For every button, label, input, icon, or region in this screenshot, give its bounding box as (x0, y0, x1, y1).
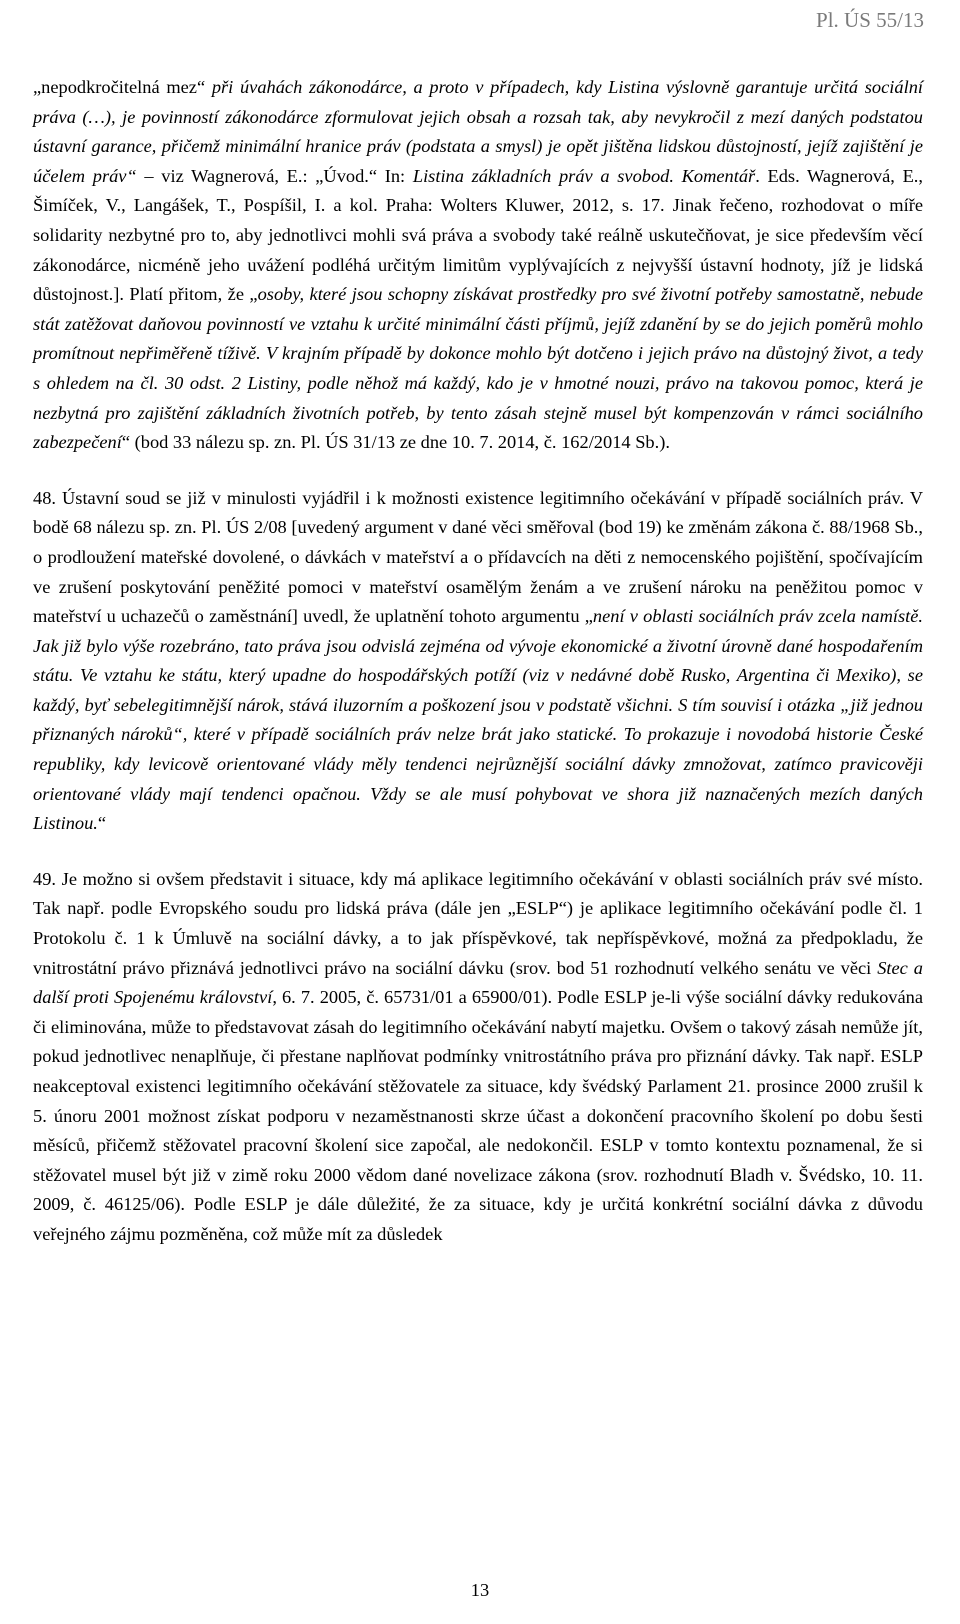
document-body (33, 73, 923, 1250)
paragraph-number: 49. (33, 868, 56, 889)
text-segment-italic: není v oblasti sociálních práv zcela namístě. Jak již bylo výše rozebráno, tato práva jsou odvislá zejména od vývoje ekonomické a životní úrovně dané hospodařením státu. Ve vztahu ke státu, který upadne do hospodářských potíží (viz v nedávné době Rusko, Argentina či Mexiko), se každý, byť sebelegitimnější nárok, stává iluzorním a poškození jsou v podstatě všichni. S tím souvisí i otázka „již jednou přiznaných nároků“, které v případě sociálních práv nelze brát jako statické. To prokazuje i novodobá historie České republiky, kdy levicově orientované vlády měly tendenci nejrůznější sociální dávky zmnožovat, zatímco pravicověji orientované vlády mají tendenci opačnou. Vždy se ale musí pohybovat ve shora již naznačených mezích daných Listinou. (33, 606, 923, 834)
paragraph-continuation (33, 73, 923, 458)
page-number: 13 (470, 1580, 490, 1600)
case-reference: Pl. ÚS 55/13 (816, 8, 924, 32)
text-segment: Ústavní soud se již v minulosti vyjádřil i k možnosti existence legitimního očekávání v případě sociálních práv. V bodě 68 nálezu sp. zn. Pl. ÚS 2/08 [uvedený argument v dané věci směřoval (bod 19) ke změnám zákona č. 88/1968 Sb., o prodloužení mateřské dovolené, o dávkách v mateřství a o přídavcích na děti z nemocenského pojištění, spočívajícím ve zrušení poskytování peněžité pomoci v mateřství osamělým ženám a ve zrušení nároku na peněžitou pomoc v mateřství u uchazečů o zaměstnání] uvedl, že uplatnění tohoto argumentu „ (33, 487, 923, 627)
paragraph-48 (33, 484, 923, 839)
text-segment: – viz Wagnerová, E.: „Úvod.“ In: (136, 165, 413, 186)
paragraph-number: 48. (33, 487, 56, 508)
text-segment-italic: Listina základních práv a svobod. Komentář (412, 165, 756, 186)
paragraph-49 (33, 865, 923, 1250)
text-segment-italic: při úvahách zákonodárce, a proto v případech, kdy Listina výslovně garantuje určitá sociální práva (…), je povinností zákonodárce zformulovat jejich obsah a rozsah tak, aby nevykročil z mezí daných podstatou ústavní garance, přičemž minimální hranice práv (podstata a smysl) je opět jištěna lidskou důstojností, jejíž zajištění je účelem práv“ (33, 77, 923, 186)
text-segment: , 6. 7. 2005, č. 65731/01 a 65900/01). Podle ESLP je-li výše sociální dávky redukována či eliminována, může to představovat zásah do legitimního očekávání nabytí majetku. Ovšem o takový zásah nemůže jít, pokud jednotlivec nenaplňuje, či přestane naplňovat podmínky vnitrostátního práva pro přiznání dávky. Tak např. ESLP neakceptoval existenci legitimního očekávání stěžovatele za situace, kdy švédský Parlament 21. prosince 2000 zrušil k 5. únoru 2001 možnost získat podporu v nezaměstnanosti skrze účast a dokončení pracovního školení po dobu šesti měsíců, přičemž stěžovatel pracovní školení sice započal, ale nedokončil. ESLP v tomto kontextu poznamenal, že si stěžovatel musel být již v zimě roku 2000 vědom dané novelizace zákona (srov. rozhodnutí Bladh v. Švédsko, 10. 11. 2009, č. 46125/06). Podle ESLP je dále důležité, že za situace, kdy je určitá konkrétní sociální dávka z důvodu veřejného zájmu pozměněna, což může mít za důsledek (33, 987, 923, 1244)
text-segment: Je možno si ovšem představit i situace, kdy má aplikace legitimního očekávání v oblasti sociálních práv své místo. Tak např. podle Evropského soudu pro lidská práva (dále jen „ESLP“) je aplikace legitimního očekávání podle čl. 1 Protokolu č. 1 k Úmluvě na sociální dávky, a to jak příspěvkové, tak nepříspěvkové, možná za předpokladu, že vnitrostátní právo přiznává jednotlivci právo na sociální dávku (srov. bod 51 rozhodnutí velkého senátu ve věci (33, 868, 923, 978)
text-segment: “ (bod 33 nálezu sp. zn. Pl. ÚS 31/13 ze dne 10. 7. 2014, č. 162/2014 Sb.). (121, 432, 670, 453)
text-segment: . Eds. Wagnerová, E., Šimíček, V., Langášek, T., Pospíšil, I. a kol. Praha: Wolters Kluwer, 2012, s. 17. Jinak řečeno, rozhodovat o míře solidarity nezbytné pro to, aby jednotlivci mohli svá práva a svobody také reálně uskutečňovat, je sice především věcí zákonodárce, nicméně jeho uvážení podléhá určitým limitům vyplývajících z nejvyšší ústavní hodnoty, jíž je lidská důstojnost.]. Platí přitom, že „ (33, 165, 923, 305)
text-segment: „nepodkročitelná mez“ (33, 77, 212, 97)
text-segment-italic: osoby, které jsou schopny získávat prostředky pro své životní potřeby samostatně, nebude stát zatěžovat daňovou povinností ve vztahu k určité minimální části příjmů, jejíž zdanění by se do jejich poměrů mohlo promítnout nepřiměřeně tíživě. V krajním případě by dokonce mohlo být dotčeno i jejich právo na důstojný život, a tedy s ohledem na čl. 30 odst. 2 Listiny, podle něhož má každý, kdo je v hmotné nouzi, právo na takovou pomoc, která je nezbytná pro zajištění základních životních potřeb, by tento zásah stejně musel být kompenzován v rámci sociálního zabezpečení (33, 284, 923, 453)
text-segment: “ (97, 813, 107, 834)
text-segment-italic: Stec a další proti Spojenému království (33, 957, 923, 1008)
